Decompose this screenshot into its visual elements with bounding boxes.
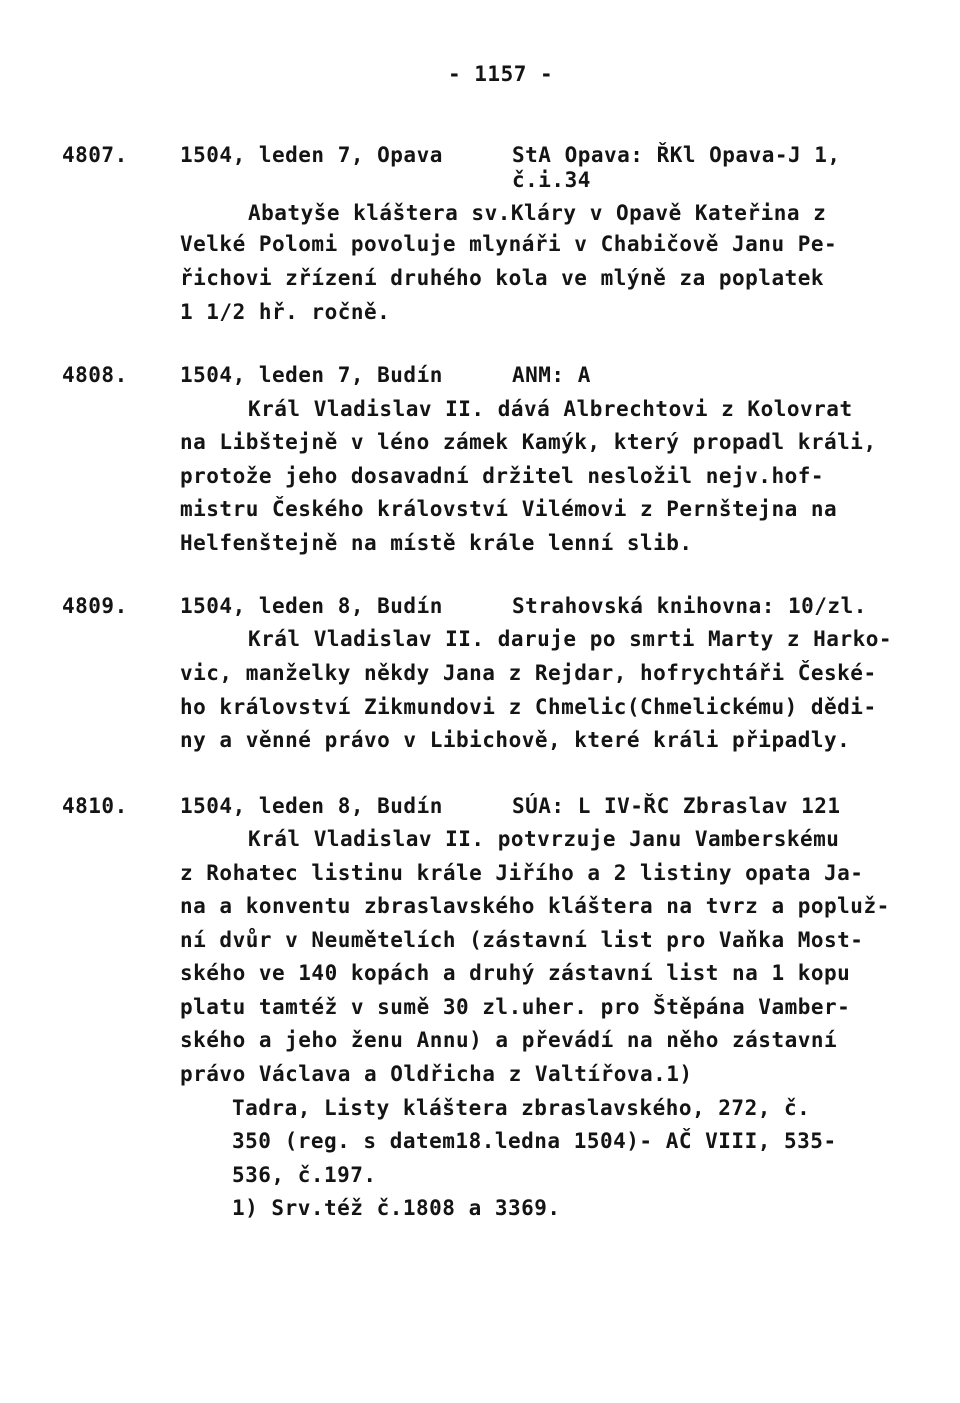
entry-source: Strahovská knihovna: 10/zl. — [512, 594, 867, 618]
entry-text-line: ní dvůr v Neumětelích (zástavní list pro Vaňka Most- — [180, 928, 864, 952]
entry-text-line: na a konventu zbraslavského kláštera na tvrz a popluž- — [180, 894, 890, 918]
entry-source: ANM: A — [512, 363, 591, 387]
entry-note-line: 350 (reg. s datem18.ledna 1504)- AČ VIII, 535- — [232, 1129, 837, 1153]
entry-text-line: Velké Polomi povoluje mlynáři v Chabičově Janu Pe- — [180, 232, 838, 256]
entry-text-line: protože jeho dosavadní držitel nesložil nejv.hof- — [180, 464, 825, 488]
entry-source: StA Opava: ŘKl Opava-J 1, — [512, 143, 841, 167]
entry-text-line: Král Vladislav II. daruje po smrti Marty z Harko- — [248, 627, 893, 651]
entry-text-line: na Libštejně v léno zámek Kamýk, který propadl králi, — [180, 430, 877, 454]
entry-date-place: 1504, leden 8, Budín — [180, 594, 443, 618]
entry-number: 4809. — [62, 594, 128, 618]
entry-text-line: vic, manželky někdy Jana z Rejdar, hofrychtáři České- — [180, 661, 877, 685]
entry-date-place: 1504, leden 7, Budín — [180, 363, 443, 387]
entry-text-line: mistru Českého království Vilémovi z Pernštejna na — [180, 497, 838, 521]
entry-text-line: Helfenštejně na místě krále lenní slib. — [180, 531, 693, 555]
entry-date-place: 1504, leden 7, Opava — [180, 143, 443, 167]
entry-text-line: z Rohatec listinu krále Jiřího a 2 listiny opata Ja- — [180, 861, 864, 885]
entry-note-line: 536, č.197. — [232, 1163, 377, 1187]
entry-text-line: 1 1/2 hř. ročně. — [180, 300, 391, 324]
page-number: - 1157 - — [448, 62, 554, 86]
entry-text-line: řichovi zřízení druhého kola ve mlýně za poplatek — [180, 266, 825, 290]
entry-text-line: Abatyše kláštera sv.Kláry v Opavě Kateřina z — [248, 201, 827, 225]
entry-number: 4808. — [62, 363, 128, 387]
entry-text-line: právo Václava a Oldřicha z Valtířova.1) — [180, 1062, 693, 1086]
entry-text-line: ho království Zikmundovi z Chmelic(Chmelickému) dědi- — [180, 695, 877, 719]
entry-source: č.i.34 — [512, 168, 591, 192]
entry-text-line: platu tamtéž v sumě 30 zl.uher. pro Štěpána Vamber- — [180, 995, 851, 1019]
entry-text-line: ského a jeho ženu Annu) a převádí na něho zástavní — [180, 1028, 838, 1052]
entry-number: 4810. — [62, 794, 128, 818]
entry-note-line: Tadra, Listy kláštera zbraslavského, 272, č. — [232, 1096, 811, 1120]
footnote: 1) Srv.též č.1808 a 3369. — [232, 1196, 561, 1220]
entry-text-line: Král Vladislav II. potvrzuje Janu Vamberskému — [248, 827, 840, 851]
entry-source: SÚA: L IV-ŘC Zbraslav 121 — [512, 794, 841, 818]
entry-number: 4807. — [62, 143, 128, 167]
entry-text-line: ny a věnné právo v Libichově, které králi připadly. — [180, 728, 851, 752]
entry-text-line: Král Vladislav II. dává Albrechtovi z Kolovrat — [248, 397, 853, 421]
entry-date-place: 1504, leden 8, Budín — [180, 794, 443, 818]
entry-text-line: ského ve 140 kopách a druhý zástavní list na 1 kopu — [180, 961, 851, 985]
